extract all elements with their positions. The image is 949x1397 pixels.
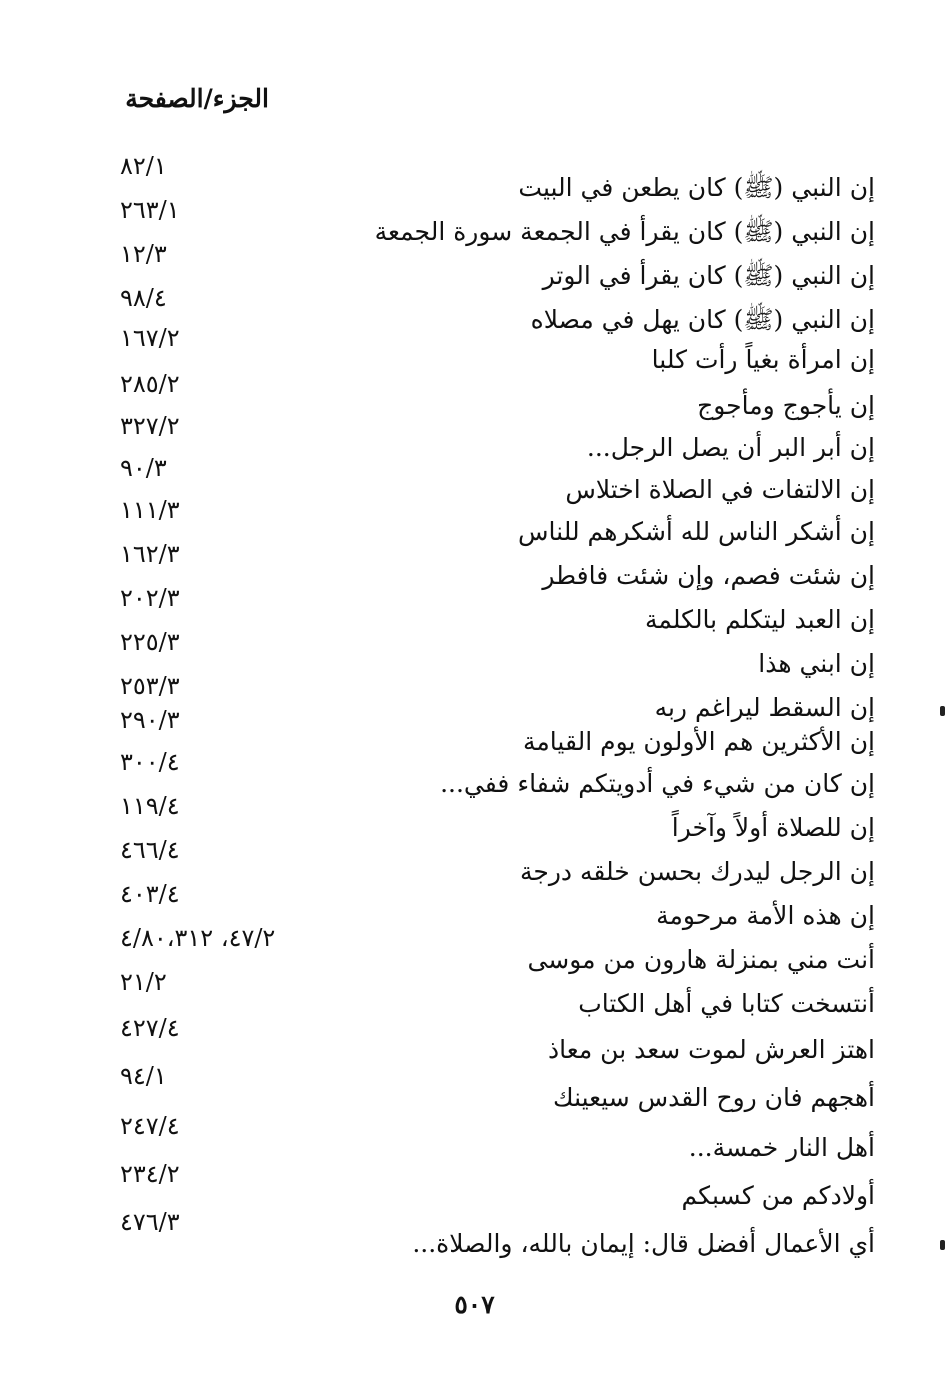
entry-reference: ٢٩٠/٣ [120, 706, 180, 734]
entry-reference: ٤٦٦/٤ [120, 836, 180, 864]
entry-reference: ٤٠٣/٤ [120, 880, 180, 908]
entry-text: إن يأجوج ومأجوج [697, 391, 875, 420]
scan-speck [940, 1240, 945, 1250]
entry-reference: ١١١/٣ [120, 496, 180, 524]
entry-reference: ٣٢٧/٢ [120, 412, 180, 440]
entry-text: إن النبي (ﷺ) كان يقرأ في الوتر [542, 261, 875, 290]
entry-text: أنت مني بمنزلة هارون من موسى [527, 945, 875, 974]
entry-reference: ٢٦٣/١ [120, 196, 180, 224]
entry-text: إن النبي (ﷺ) كان يهل في مصلاه [530, 305, 875, 334]
entry-text: إن كان من شيء في أدويتكم شفاء ففي... [440, 769, 875, 798]
entry-reference: ٢٨٥/٢ [120, 370, 180, 398]
entry-reference: ٤٧/٢، ٤/٨٠،٣١٢ [120, 924, 276, 952]
entry-reference: ٤٧٦/٣ [120, 1208, 180, 1236]
entry-reference: ١٦٢/٣ [120, 540, 180, 568]
page-number: ٥٠٧ [454, 1290, 495, 1319]
entry-reference: ٢٣٤/٢ [120, 1160, 180, 1188]
entry-reference: ٤٢٧/٤ [120, 1014, 180, 1042]
entry-text: إن العبد ليتكلم بالكلمة [645, 605, 875, 634]
entry-text: إن هذه الأمة مرحومة [656, 901, 875, 930]
entry-reference: ٩٠/٣ [120, 454, 167, 482]
entry-text: إن أشكر الناس لله أشكرهم للناس [518, 517, 875, 546]
entry-text: إن ابني هذا [758, 649, 875, 678]
entry-text: اهتز العرش لموت سعد بن معاذ [548, 1035, 875, 1064]
entry-text: أي الأعمال أفضل قال: إيمان بالله، والصلاة... [412, 1229, 875, 1258]
entry-text: إن الأكثرين هم الأولون يوم القيامة [523, 727, 875, 756]
entry-reference: ٩٨/٤ [120, 284, 167, 312]
entry-text: أولادكم من كسبكم [681, 1181, 875, 1210]
column-header: الجزء/الصفحة [125, 84, 269, 113]
entry-reference: ٢٤٧/٤ [120, 1112, 180, 1140]
entry-text: إن السقط ليراغم ربه [654, 693, 875, 722]
entry-text: إن الرجل ليدرك بحسن خلقه درجة [519, 857, 875, 886]
entry-reference: ٣٠٠/٤ [120, 748, 180, 776]
entry-text: إن أبر البر أن يصل الرجل... [586, 433, 875, 462]
entry-reference: ١٢/٣ [120, 240, 167, 268]
entry-reference: ٢١/٢ [120, 968, 167, 996]
entry-text: إن الالتفات في الصلاة اختلاس [565, 475, 875, 504]
entry-text: إن النبي (ﷺ) كان يقرأ في الجمعة سورة الجمعة [374, 217, 875, 246]
entry-text: أهجهم فان روح القدس سيعينك [553, 1083, 875, 1112]
entry-reference: ٨٢/١ [120, 152, 167, 180]
entry-text: إن للصلاة أولاً وآخراً [671, 813, 875, 842]
entry-reference: ٢٠٢/٣ [120, 584, 180, 612]
entry-reference: ٢٥٣/٣ [120, 672, 180, 700]
entry-text: أهل النار خمسة... [688, 1133, 875, 1162]
entry-reference: ٩٤/١ [120, 1062, 167, 1090]
index-entry [0, 1208, 949, 1264]
entry-text: إن شئت فصم، وإن شئت فافطر [542, 561, 875, 590]
entry-reference: ١٦٧/٢ [120, 324, 180, 352]
entry-text: إن النبي (ﷺ) كان يطعن في البيت [518, 173, 875, 202]
entry-reference: ١١٩/٤ [120, 792, 180, 820]
entry-reference: ٢٢٥/٣ [120, 628, 180, 656]
entry-text: أنتسخت كتابا في أهل الكتاب [578, 989, 875, 1018]
scan-speck [940, 706, 945, 716]
entry-text: إن امرأة بغياً رأت كلبا [651, 345, 875, 374]
